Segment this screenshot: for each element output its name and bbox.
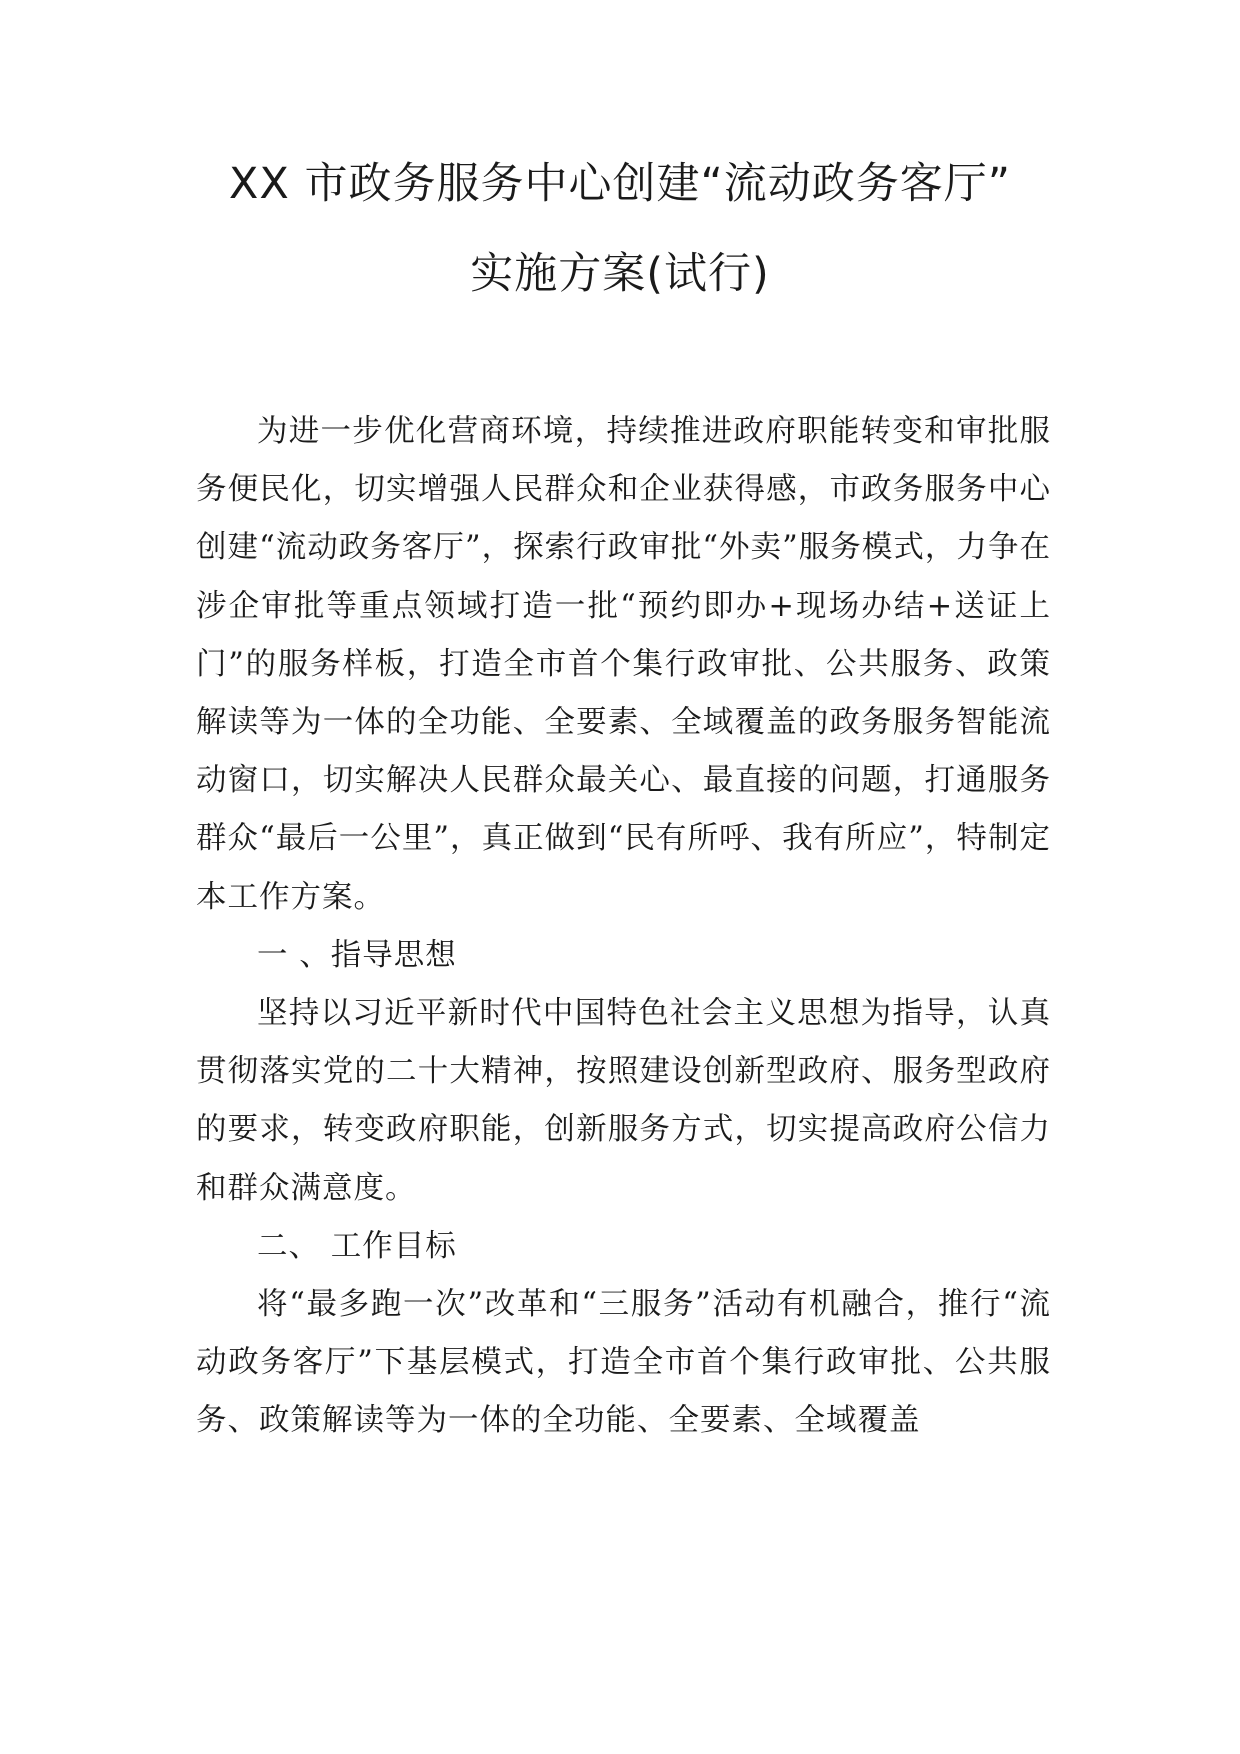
document-title-line2: 实施方案(试行) [470, 249, 770, 299]
section-heading-work-goals: 二、 工作目标 [257, 1228, 457, 1264]
document-title-line1: XX 市政务服务中心创建“流动政务客厅” [228, 159, 1012, 209]
guiding-ideology-paragraph: 坚持以习近平新时代中国特色社会主义思想为指导，认真贯彻落实党的二十大精神，按照建设创新型政府、服务型政府的要求，转变政府职能，创新服务方式，切实提高政府公信力和群众满意度。 [196, 996, 1051, 1206]
work-goals-paragraph: 将“最多跑一次”改革和“三服务”活动有机融合，推行“流动政务客厅”下基层模式，打造全市首个集行政审批、公共服务、政策解读等为一体的全功能、全要素、全域覆盖 [196, 1287, 1051, 1439]
section-heading-guiding-ideology: 一 、指导思想 [257, 937, 457, 973]
intro-paragraph: 为进一步优化营商环境，持续推进政府职能转变和审批服务便民化，切实增强人民群众和企业获得感，市政务服务中心创建“流动政务客厅”，探索行政审批“外卖”服务模式，力争在涉企审批等重点领域打造一批“预约即办+现场办结+送证上门”的服务样板，打造全市首个集行政审批、公共服务、政策解读等为一体的全功能、全要素、全域覆盖的政务服务智能流动窗口，切实解决人民群众最关心、最直接的问题，打通服务群众“最后一公里”，真正做到“民有所呼、我有所应”，特制定本工作方案。 [196, 414, 1051, 915]
document-body [196, 403, 1051, 1451]
